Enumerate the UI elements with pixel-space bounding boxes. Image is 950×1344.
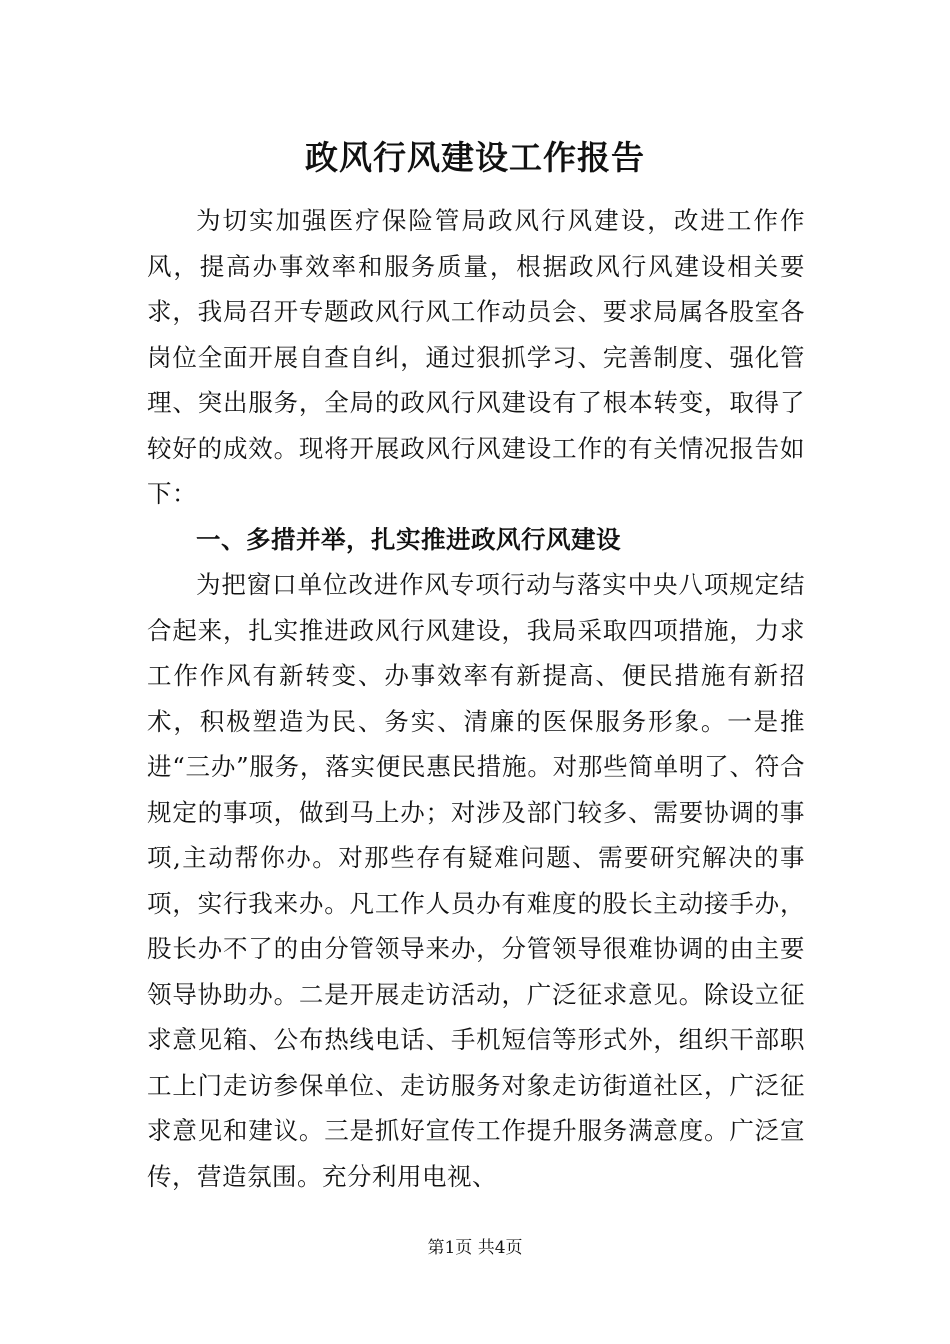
section-heading: 一、多措并举，扎实推进政风行风建设 [196, 524, 621, 554]
section-paragraph: 为把窗口单位改进作风专项行动与落实中央八项规定结合起来，扎实推进政风行风建设，我局采取四项措施，力求工作作风有新转变、办事效率有新提高、便民措施有新招术，积极塑造为民、务实、清廉的医保服务形象。一是推进“三办”服务，落实便民惠民措施。对那些简单明了、符合规定的事项，做到马上办；对涉及部门较多、需要协调的事项,主动帮你办。对那些存有疑难问题、需要研究解决的事项，实行我来办。凡工作人员办有难度的股长主动接手办，股长办不了的由分管领导来办，分管领导很难协调的由主要领导协助办。二是开展走访活动，广泛征求意见。除设立征求意见箱、公布热线电话、手机短信等形式外，组织干部职工上门走访参保单位、走访服务对象走访街道社区，广泛征求意见和建议。三是抓好宣传工作提升服务满意度。广泛宣传，营造氛围。充分利用电视、 [147, 570, 805, 1191]
document-title: 政风行风建设工作报告 [305, 138, 645, 177]
page-footer: 第1页 共4页 [427, 1238, 523, 1258]
intro-paragraph: 为切实加强医疗保险管局政风行风建设，改进工作作风，提高办事效率和服务质量，根据政风行风建设相关要求，我局召开专题政风行风工作动员会、要求局属各股室各岗位全面开展自查自纠，通过狠抓学习、完善制度、强化管理、突出服务，全局的政风行风建设有了根本转变，取得了较好的成效。现将开展政风行风建设工作的有关情况报告如下： [147, 206, 805, 508]
document-body [147, 198, 805, 1199]
